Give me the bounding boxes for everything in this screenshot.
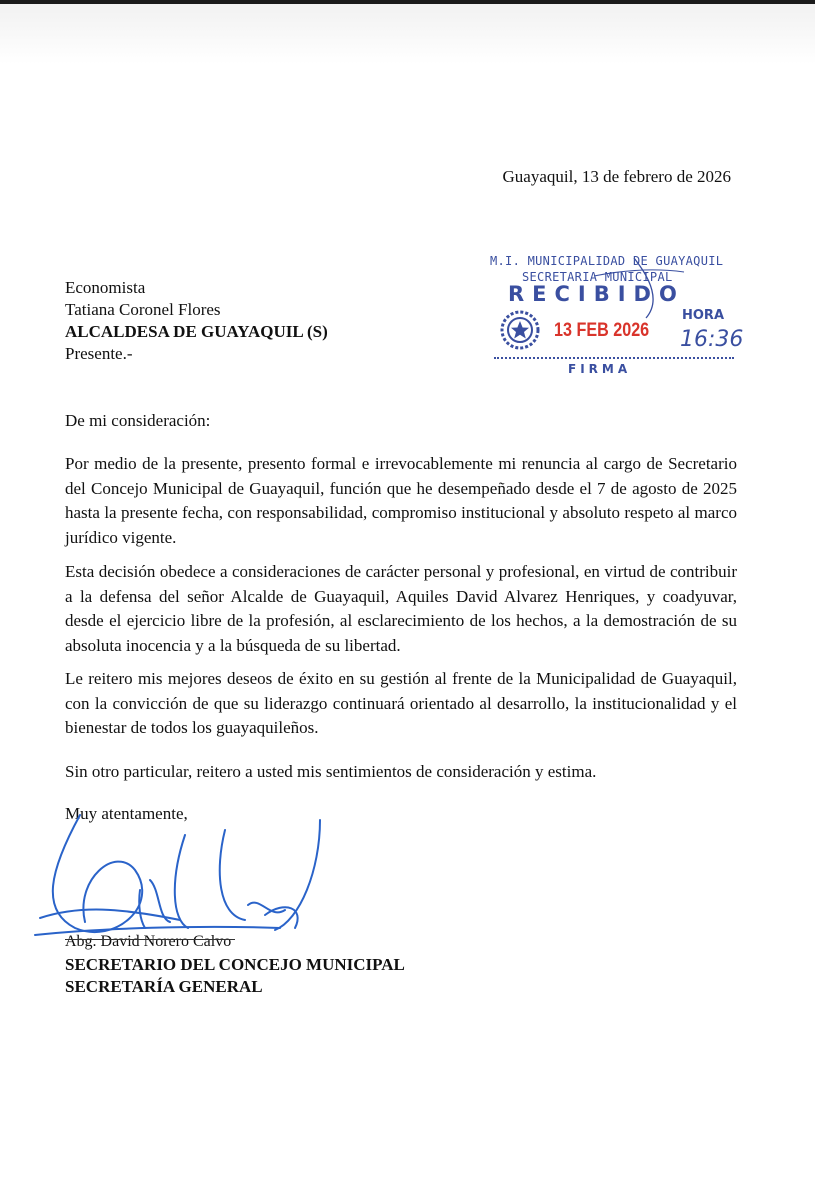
stamp-department: SECRETARIA MUNICIPAL — [522, 270, 673, 284]
salutation: De mi consideración: — [65, 411, 211, 430]
stamp-hora-label: HORA — [682, 308, 725, 323]
stamp-signature-line — [494, 357, 734, 359]
scan-shadow — [0, 4, 815, 64]
received-stamp — [484, 248, 744, 383]
recipient-name: Tatiana Coronel Flores — [65, 300, 221, 319]
signature-strike-line — [65, 939, 235, 940]
signer-name: Abg. David Norero Calvo — [65, 933, 232, 950]
place-date: Guayaquil, 13 de febrero de 2026 — [502, 167, 731, 186]
paragraph-1: Por medio de la presente, presento formal e irrevocablemente mi renuncia al cargo de Secretario del Concejo Municipal de Guayaquil, función que he desempeñado desde el 7 de agosto de 2025 hasta la presente fecha, con responsabilidad, compromiso institucional y absoluto respeto al marco jurídico vigente. — [65, 454, 737, 547]
signer-title: SECRETARIO DEL CONCEJO MUNICIPAL — [65, 955, 405, 974]
stamp-municipality: M.I. MUNICIPALIDAD DE GUAYAQUIL — [490, 254, 724, 268]
recipient-presente: Presente.- — [65, 344, 133, 363]
paragraph-4: Sin otro particular, reitero a usted mis sentimientos de consideración y estima. — [65, 762, 597, 781]
closing: Muy atentamente, — [65, 804, 188, 823]
paragraph-3: Le reitero mis mejores deseos de éxito en su gestión al frente de la Municipalidad de Guayaquil, con la convicción de que su liderazgo continuará orientado al desarrollo, la institucionalidad y el bienestar de todos los guayaquileños. — [65, 669, 737, 737]
signature-image — [20, 810, 340, 950]
signer-department: SECRETARÍA GENERAL — [65, 977, 263, 996]
paragraph-2: Esta decisión obedece a consideraciones de carácter personal y profesional, en virtud de contribuir a la defensa del señor Alcalde de Guayaquil, Aquiles David Alvarez Henriques, y coadyuvar, desde el ejercicio libre de la profesión, al esclarecimiento de los hechos, a la demostración de su absoluta inocencia y a la búsqueda de su libertad. — [65, 562, 737, 655]
handwritten-time-text: 16:36 — [680, 327, 744, 352]
stamp-recibido: RECIBIDO — [508, 282, 685, 306]
stamp-date: 13 FEB 2026 — [554, 320, 650, 341]
recipient-title: ALCALDESA DE GUAYAQUIL (S) — [65, 322, 328, 341]
recipient-profession: Economista — [65, 278, 146, 297]
stamp-firma-label: FIRMA — [568, 362, 632, 376]
